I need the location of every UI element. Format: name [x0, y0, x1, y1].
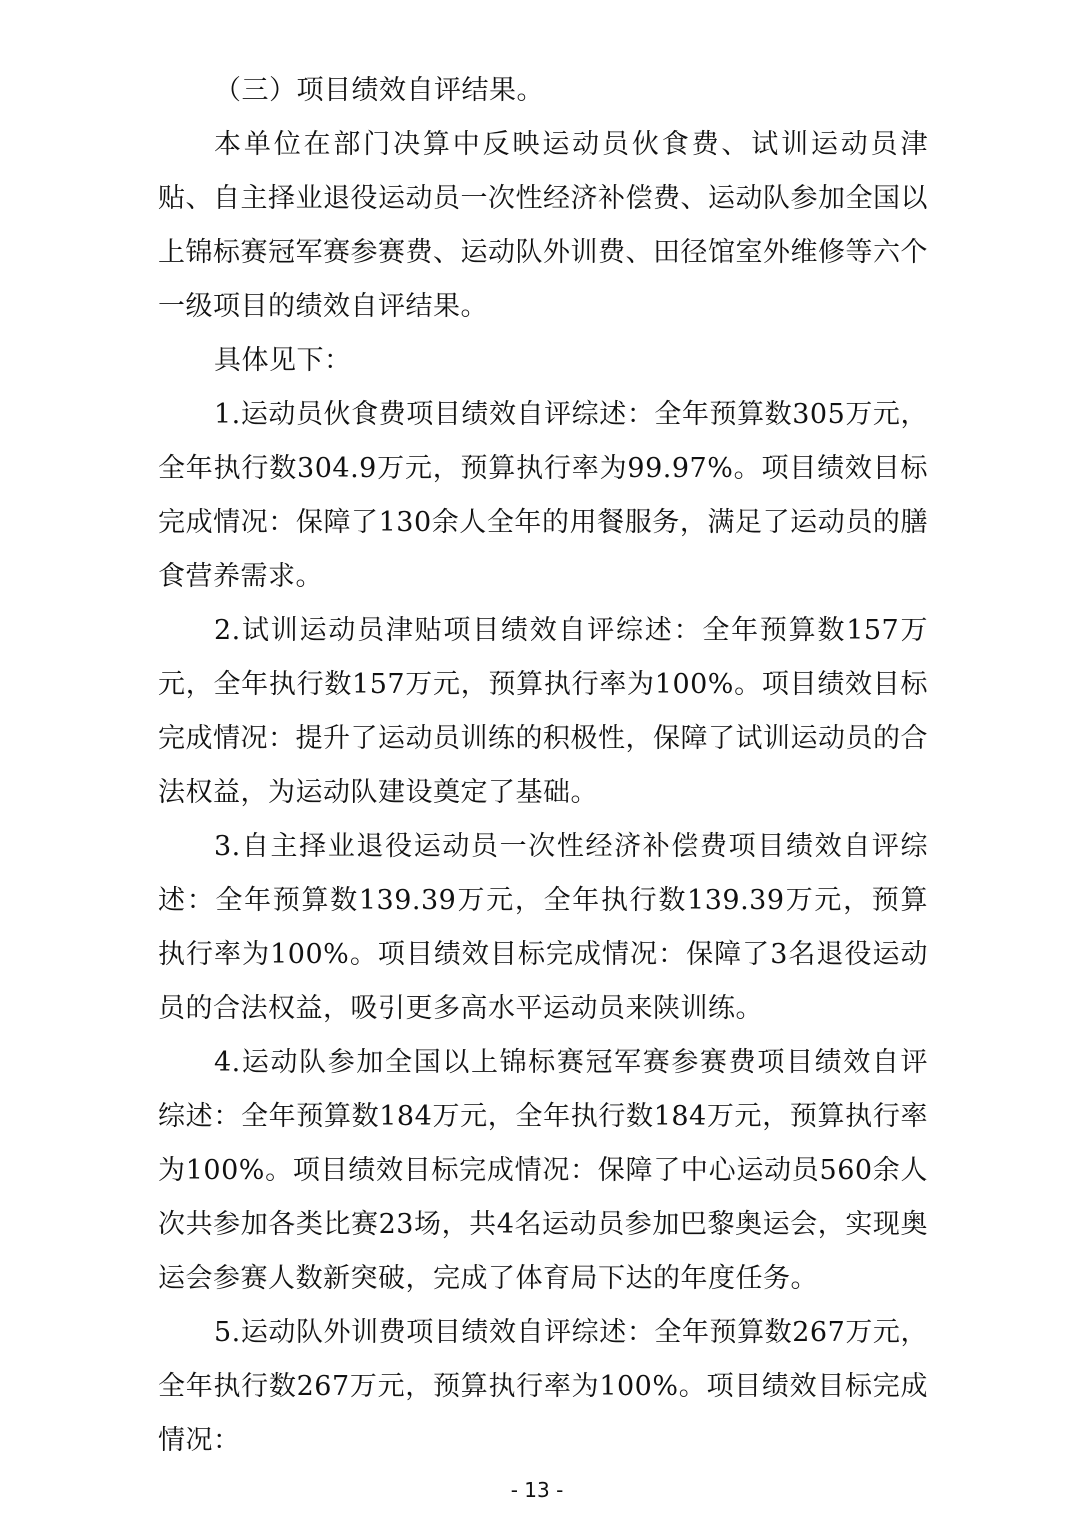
paragraph-item-2: 2.试训运动员津贴项目绩效自评综述：全年预算数157万元，全年执行数157万元，预算执行率为100%。项目绩效目标完成情况：提升了运动员训练的积极性，保障了试训运动员的合法权益，为运动队建设奠定了基础。 [158, 615, 928, 808]
paragraph-item-5: 5.运动队外训费项目绩效自评综述：全年预算数267万元，全年执行数267万元，预算执行率为100%。项目绩效目标完成情况： [158, 1317, 928, 1456]
page-number: - 13 - [510, 1478, 564, 1502]
paragraph-item-3: 3.自主择业退役运动员一次性经济补偿费项目绩效自评综述：全年预算数139.39万元，全年执行数139.39万元，预算执行率为100%。项目绩效目标完成情况：保障了3名退役运动员的合法权益，吸引更多高水平运动员来陕训练。 [158, 831, 928, 1024]
section-heading: （三）项目绩效自评结果。 [214, 75, 544, 106]
paragraph-details-label: 具体见下： [214, 345, 352, 376]
paragraph-intro: 本单位在部门决算中反映运动员伙食费、试训运动员津贴、自主择业退役运动员一次性经济补偿费、运动队参加全国以上锦标赛冠军赛参赛费、运动队外训费、田径馆室外维修等六个一级项目的绩效自评结果。 [158, 129, 928, 322]
paragraph-item-1: 1.运动员伙食费项目绩效自评综述：全年预算数305万元，全年执行数304.9万元，预算执行率为99.97%。项目绩效目标完成情况：保障了130余人全年的用餐服务，满足了运动员的膳食营养需求。 [158, 399, 928, 592]
paragraph-item-4: 4.运动队参加全国以上锦标赛冠军赛参赛费项目绩效自评综述：全年预算数184万元，全年执行数184万元，预算执行率为100%。项目绩效目标完成情况：保障了中心运动员560余人次共参加各类比赛23场，共4名运动员参加巴黎奥运会，实现奥运会参赛人数新突破，完成了体育局下达的年度任务。 [158, 1047, 928, 1294]
